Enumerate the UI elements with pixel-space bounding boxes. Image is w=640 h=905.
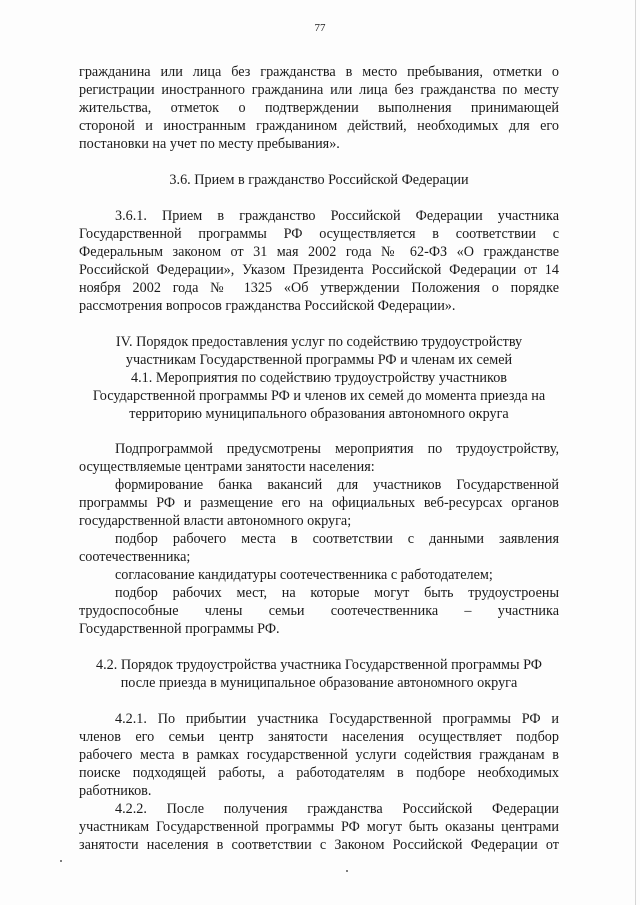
text-line: программы РФ и размещение его на официальных веб-ресурсах органов <box>79 495 559 511</box>
text-line: 4.2.1. По прибытии участника Государственной программы РФ и <box>115 711 559 727</box>
chapter-heading: участникам Государственной программы РФ и членам их семей <box>125 352 513 368</box>
scan-speck <box>346 870 348 872</box>
text-line: занятости населения в соответствии с Законом Российской Федерации от <box>79 837 559 853</box>
text-line: Государственной программы РФ осуществляется в соответствии с <box>79 226 559 242</box>
text-line: гражданина или лица без гражданства в место пребывания, отметки о <box>79 64 559 80</box>
text-line: регистрации иностранного гражданина или лица без гражданства по месту <box>79 82 559 98</box>
text-line: Российской Федерации», Указом Президента Российской Федерации от 14 <box>79 262 559 278</box>
page-number: 77 <box>314 22 326 34</box>
text-line: членов его семьи центр занятости населения осуществляет подбор <box>79 729 559 745</box>
list-item: подбор рабочего места в соответствии с данными заявления <box>115 531 559 547</box>
scan-speck <box>60 860 62 862</box>
text-line: стороной и иностранным гражданином действий, необходимых для его <box>79 118 559 134</box>
chapter-heading: IV. Порядок предоставления услуг по содействию трудоустройству <box>115 334 523 350</box>
text-line: 3.6.1. Прием в гражданство Российской Федерации участника <box>115 208 559 224</box>
text-line: трудоспособные члены семьи соотечественника – участника <box>79 603 559 619</box>
text-line: работников. <box>79 783 152 799</box>
text-line: рассмотрения вопросов гражданства Российской Федерации». <box>79 298 456 314</box>
text-line: 4.2.2. После получения гражданства Российской Федерации <box>115 801 559 817</box>
text-line: рабочего места в рамках государственной услуги содействия гражданам в <box>79 747 559 763</box>
text-line: участникам Государственной программы РФ могут быть оказаны центрами <box>79 819 559 835</box>
subsection-heading: после приезда в муниципальное образование автономного округа <box>120 675 518 691</box>
list-item: согласование кандидатуры соотечественника с работодателем; <box>115 567 493 583</box>
text-line: Подпрограммой предусмотрены мероприятия по трудоустройству, <box>115 441 559 457</box>
text-line: Федеральным законом от 31 мая 2002 года № 62-ФЗ «О гражданстве <box>79 244 559 260</box>
subsection-heading: 4.2. Порядок трудоустройства участника Государственной программы РФ <box>96 657 542 673</box>
text-line: Государственной программы РФ. <box>79 621 280 637</box>
text-line: государственной власти автономного округа; <box>79 513 352 529</box>
text-line: осуществляемые центрами занятости населения: <box>79 459 375 475</box>
scan-edge-line <box>635 0 636 905</box>
text-line: соотечественника; <box>79 549 191 565</box>
text-line: поиске подходящей работы, а работодателям в подборе необходимых <box>79 765 559 781</box>
subsection-heading: Государственной программы РФ и членов их семей до момента приезда на <box>92 388 546 404</box>
subsection-heading: территорию муниципального образования автономного округа <box>129 406 509 422</box>
text-line: постановки на учет по месту пребывания». <box>79 136 340 152</box>
text-line: ноября 2002 года № 1325 «Об утверждении Положения о порядке <box>79 280 559 296</box>
section-heading: 3.6. Прием в гражданство Российской Федерации <box>169 172 469 188</box>
subsection-heading: 4.1. Мероприятия по содействию трудоустройству участников <box>131 370 507 386</box>
list-item: подбор рабочих мест, на которые могут быть трудоустроены <box>115 585 559 601</box>
text-line: жительства, отметок о подтверждении выполнения принимающей <box>79 100 559 116</box>
list-item: формирование банка вакансий для участников Государственной <box>115 477 559 493</box>
